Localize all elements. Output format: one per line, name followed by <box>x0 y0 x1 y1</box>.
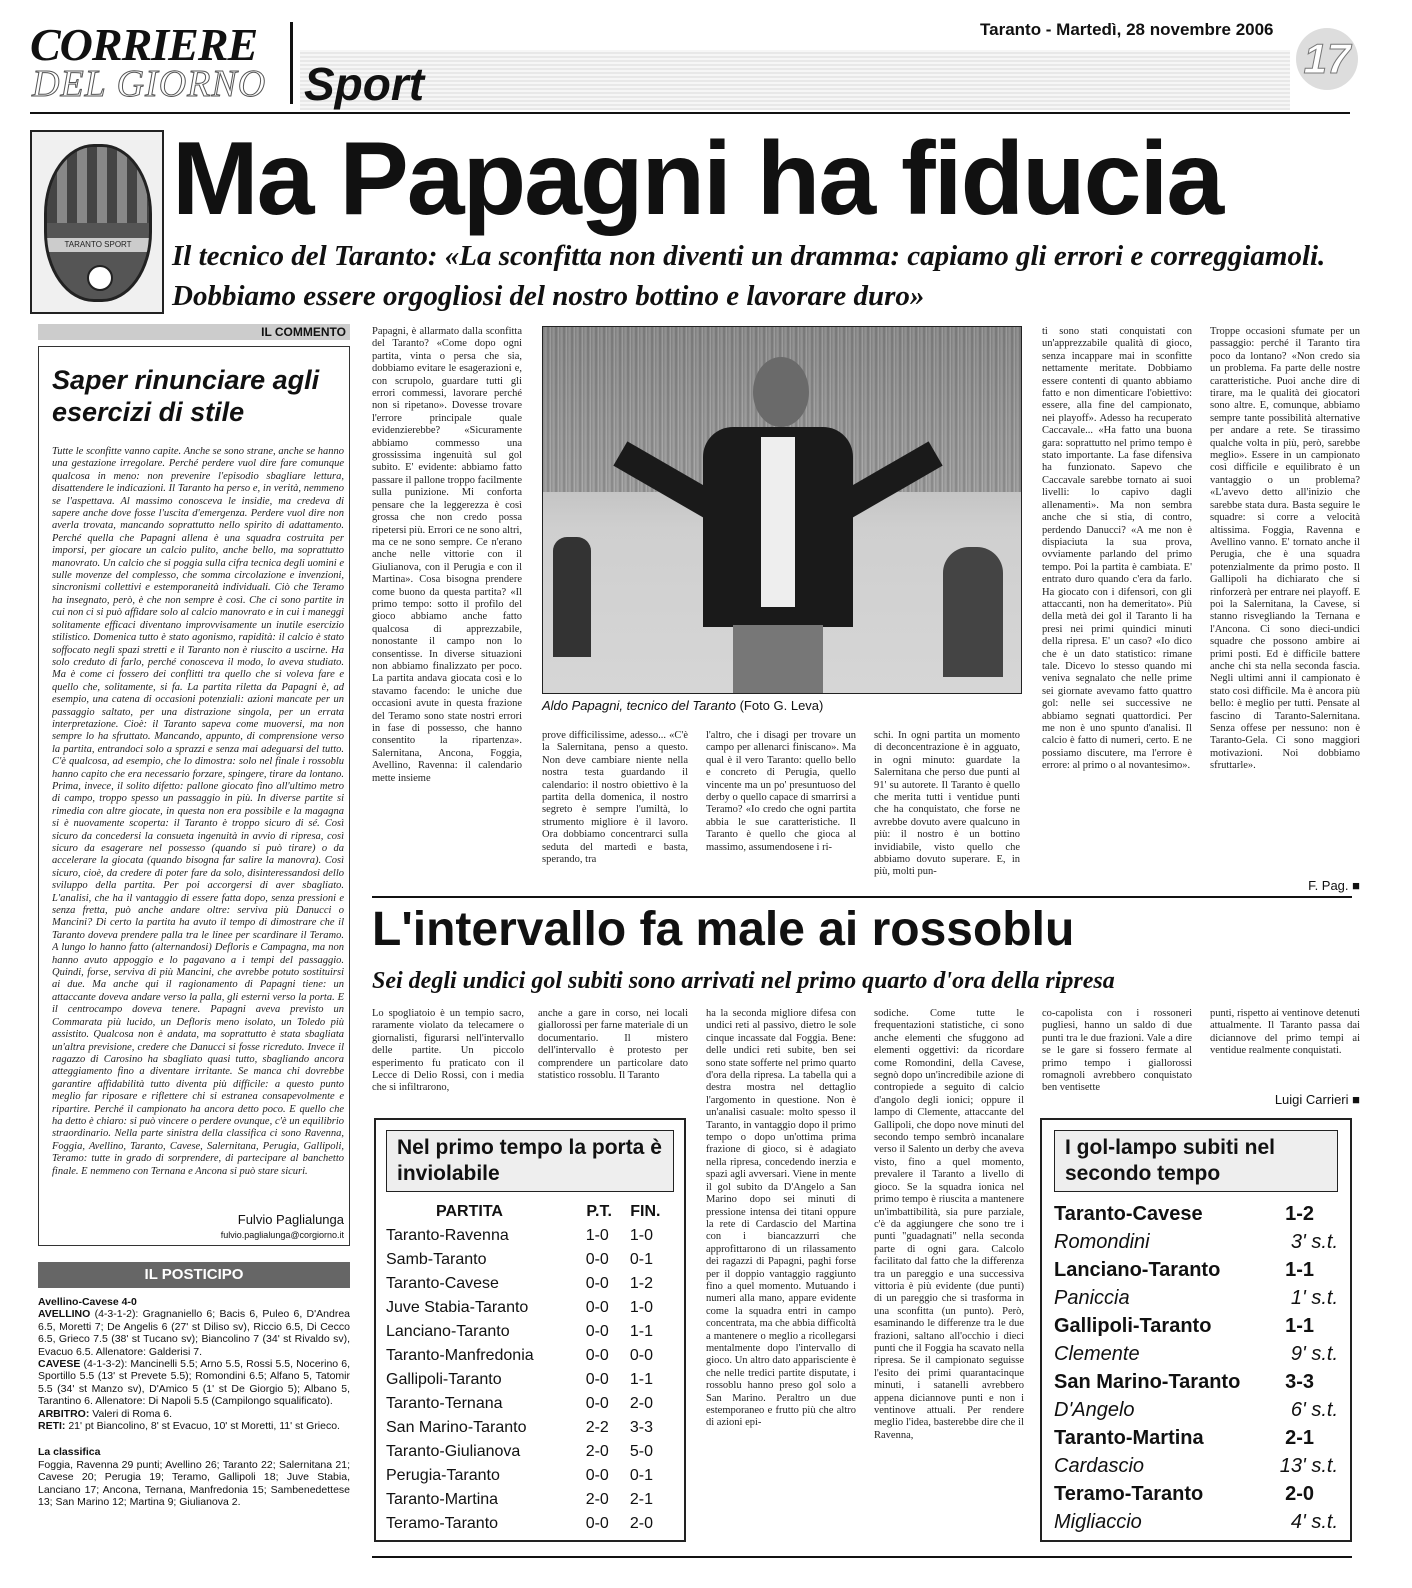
minute-cell: 13' s.t. <box>1279 1455 1338 1477</box>
goal-scorer-row <box>1054 1396 1338 1424</box>
match-cell: Samb-Taranto <box>386 1251 487 1268</box>
section-rule <box>372 896 1352 898</box>
goal-scorer-row <box>1054 1228 1338 1256</box>
final-cell: 0-1 <box>629 1467 653 1484</box>
posticipo-arbitro <box>38 1408 350 1420</box>
minute-cell: 1' s.t. <box>1290 1287 1338 1309</box>
score-cell: 1-2 <box>1285 1203 1314 1225</box>
final-cell: 1-0 <box>629 1227 653 1244</box>
final-cell: 2-1 <box>629 1491 653 1508</box>
table-title: Nel primo tempo la porta è inviolabile <box>386 1130 674 1192</box>
section-label: Sport <box>304 58 425 110</box>
goals-text: 21' pt Biancolino, 8' st Evacuo, 10' st Moretti, 11' st Grieco. <box>68 1420 340 1433</box>
col-header-final: FIN. <box>630 1203 661 1220</box>
goal-match-row <box>1054 1424 1338 1452</box>
final-cell: 1-1 <box>629 1371 653 1388</box>
final-cell: 0-1 <box>629 1251 653 1268</box>
second-half-goals-table <box>1040 1118 1352 1542</box>
interview-col-4: schi. In ogni partita un momento di deconcentrazione è in agguato, in ogni minuto: guardate la Salernitana che perso due punti al 91' su autorete. Il Taranto è quello che merita tutti i ventidue punti che ha conquistato, che forse ne avrebbe dovuto avere qualcuno in più: il nostro è un bottino invidiabile, visto quello che abbiamo dovuto superare. E, in più, molti pun- <box>874 730 1020 878</box>
page-number: 17 <box>1296 28 1358 90</box>
scorer-cell: Cardascio <box>1054 1455 1145 1477</box>
background-figure <box>943 547 1003 677</box>
goal-match-row <box>1054 1368 1338 1396</box>
crest-text: TARANTO SPORT <box>47 238 149 252</box>
half-time-cell: 0-0 <box>585 1299 609 1316</box>
table-row <box>386 1224 674 1248</box>
standings-text: Foggia, Ravenna 29 punti; Avellino 26; Taranto 22; Salernitana 21; Cavese 20; Perugia 19; Teramo, Gallipoli 18; Juve Stabia, Lanciano 17; Ancona, Ternana, Manfredonia 15; Sambenedettese 13; San Marino 12; Martina 9; Giulianova 2. <box>38 1458 350 1509</box>
table-body <box>1054 1200 1338 1536</box>
posticipo-tab: IL POSTICIPO <box>38 1262 350 1288</box>
score-cell: 3-3 <box>1285 1371 1314 1393</box>
top-rule <box>30 112 1350 114</box>
match-cell: San Marino-Taranto <box>386 1419 527 1436</box>
table-row <box>386 1272 674 1296</box>
comment-title: Saper rinunciare agli esercizi di stile <box>52 365 320 427</box>
football-icon <box>87 265 113 291</box>
table-row <box>386 1440 674 1464</box>
main-deck: Il tecnico del Taranto: «La sconfitta non diventi un dramma: capiamo gli errori e correggiamoli. Dobbiamo essere orgogliosi del nostro bottino e lavorare duro» <box>172 240 1326 312</box>
posticipo-reti <box>38 1420 350 1432</box>
posticipo-match: Avellino-Cavese 4-0 <box>38 1296 137 1308</box>
goal-match-row <box>1054 1480 1338 1508</box>
table-row <box>386 1464 674 1488</box>
interview-col-2: prove difficilissime, adesso... «C'è la Salernitana, penso a questo. Non deve cambiare niente nella nostra testa guardando il calendario: il nostro obiettivo è la partita della domenica, il nostro segreto è sempre l'umiltà, lo strumento migliore è il lavoro. Ora dobbiamo concentrarci sulla seduta del martedì e basta, sperando, tra <box>542 730 688 866</box>
final-cell: 1-1 <box>629 1323 653 1340</box>
half-time-cell: 2-0 <box>585 1443 609 1460</box>
coach-photo <box>542 326 1022 694</box>
goals-label: RETI: <box>38 1420 66 1433</box>
half-time-cell: 2-0 <box>585 1491 609 1508</box>
scorer-cell: Migliaccio <box>1054 1511 1142 1533</box>
interview-signature: F. Pag. ■ <box>1308 878 1360 893</box>
match-cell: Taranto-Manfredonia <box>386 1347 534 1364</box>
dateline: Taranto - Martedì, 28 novembre 2006 <box>980 20 1274 39</box>
match-cell: Gallipoli-Taranto <box>1054 1315 1212 1337</box>
table-row <box>386 1488 674 1512</box>
team-label: CAVESE <box>38 1358 81 1371</box>
minute-cell: 4' s.t. <box>1290 1511 1338 1533</box>
newspaper-logo: CORRIERE <box>30 19 258 70</box>
bottom-rule <box>372 1556 1352 1558</box>
final-cell: 3-3 <box>629 1419 653 1436</box>
goal-scorer-row <box>1054 1340 1338 1368</box>
table-row <box>386 1368 674 1392</box>
posticipo-avellino <box>38 1308 350 1358</box>
match-cell: Taranto-Ravenna <box>386 1227 509 1244</box>
scorer-cell: Paniccia <box>1054 1287 1130 1309</box>
interview-col-6: Troppe occasioni sfumate per un passaggio: perché il Taranto tira poco da lontano? «Non credo sia un problema. Fa parte delle nostre caratteristiche. Puoi anche dire di tirare, ma le qualità dei giocatori sono altre. E, comunque, abbiamo sempre tante possibilità alternative per andare a rete. Se tirassimo qualche volta in più, però, sarebbe meglio». Essere in un campionato così difficile e equilibrato è un vantaggio o un problema? «L'avevo detto all'inizio che sarebbe stata dura. Basta seguire le squadre: si corre a velocità altissima. Foggia, Ravenna e Avellino vanno. E' tornato anche il Perugia, che è una squadra potenzialmente da primo posto. Il Gallipoli ha dichiarato che si rinforzerà per entrare nei playoff. E poi la Salernitana, la Cavese, si stanno risvegliando la Ternana e l'Ancona. Ci sono dieci-undici squadre che possono ambire ai primi posti. Ed è difficile battere anche chi sta nella seconda fascia. Negli ultimi anni il campionato è stato così difficile. Ma è ancora più bello: è meglio per tutti. Pensate al fascino di Taranto-Salernitana. Senza offese per nessuno: non è Taranto-Gela. Ci sono maggiori motivazioni. Noi dobbiamo sfruttarle». <box>1210 326 1360 772</box>
standings-label: La classifica <box>38 1446 101 1459</box>
table-row <box>386 1344 674 1368</box>
goal-scorer-row <box>1054 1284 1338 1312</box>
second-signature: Luigi Carrieri ■ <box>1274 1092 1360 1107</box>
score-cell: 1-1 <box>1285 1315 1314 1337</box>
signature-text: F. Pag. <box>1308 878 1349 893</box>
goal-scorer-row <box>1054 1452 1338 1480</box>
final-cell: 2-0 <box>629 1395 653 1412</box>
second-col-6: punti, rispetto ai ventinove detenuti attualmente. Il Taranto passa dai diciannove del primo tempi ai ventidue realmente conquistati. <box>1210 1008 1360 1057</box>
team-crest-icon <box>44 144 152 302</box>
table-title: I gol-lampo subiti nel secondo tempo <box>1054 1130 1338 1192</box>
col-header-half: P.T. <box>586 1203 612 1220</box>
score-cell: 1-1 <box>1285 1259 1314 1281</box>
minute-cell: 9' s.t. <box>1290 1343 1338 1365</box>
second-col-5: co-capolista con i rossoneri pugliesi, hanno un saldo di due punti tra le due frazioni. Vale a dire se le gare si fossero fermate al primo tempo i giallorossi romagnoli avrebbero conquistato ben ventisette <box>1042 1008 1192 1094</box>
match-cell: Juve Stabia-Taranto <box>386 1299 529 1316</box>
first-half-table <box>374 1118 686 1542</box>
steward-figure <box>553 537 591 657</box>
interview-col-5: ti sono stati conquistati con un'apprezzabile qualità di gioco, senza incappare mai in sconfitte nettamente meritate. Dobbiamo essere contenti di quanto abbiamo fatto e non dimenticare l'obiettivo: essere, alla fine del campionato, nei playoff». Adesso ha recuperato Caccavale... «Ha fatto una buona gara: soprattutto nel primo tempo è stato importante. La fase difensiva ha funzionato. Sapevo che Caccavale sarebbe tornato ai suoi livelli: lo capivo dagli allenamenti». Ma non sembra anche che si stia, di contro, perdendo Danucci? «A me non è dispiaciuta la sua prova, ovviamente parlando del primo tempo. Poi la partita è cambiata. E' entrato duro quando c'era da farlo. Ha giocato con i difensori, con gli attaccanti, non ha demeritato». Più della metà dei gol il Taranto li ha presi nei primi quindici minuti della ripresa. E' un caso? «Io dico che è un dato statistico: rimane tale. Dicevo lo stesso quando mi veniva segnalato che nelle prime sei giornate avevamo fatto quattro gol: nelle sei successive ne abbiamo segnati quattordici. Per me non è uno spunto d'analisi. Il calcio è fatto di numeri, certo. E ne possiamo discutere, ma l'errore è errore: al primo o al novantesimo». <box>1042 326 1192 772</box>
second-col-4: sodiche. Come tutte le frequentazioni statistiche, ci sono anche elementi che sfuggono ad elementi oggettivi: da ricordare come Romondini, della Cavese, segnò dopo un'incredibile azione di contropiede a seguito di calcio d'angolo degli ionici; oppure il lampo di Clemente, attaccante del Gallipoli, che dopo nove minuti del secondo tempo sembrò incanalare verso il Salento un derby che aveva visto, fino a quel momento, prevalere il Taranto a livello di gioco. Se la squadra ionica nel primo tempo è riuscita a mantenere un'imbattibilità, sia pure parziale, c'è da aggiungere che sono tre i punti "guadagnati" nella seconda parte di ogni gara. Calcolo facilitato dal fatto che la differenza tra un pareggio e una successiva vittoria è più evidente (due punti) di un pareggio che si trasforma in una sconfitta (un punto). Però, esaminando le differenze tra le due frazioni, saltano all'occhio i dieci punti che il Foggia ha scavato nella ripresa. Se il campionato seguisse l'esito dei primi quarantacinque minuti, i satanelli avrebbero appena diciannove punti e non i ventinove attuali. Per rendere meglio l'idea, basterebbe dire che il Ravenna, <box>874 1008 1024 1441</box>
final-cell: 2-0 <box>629 1515 653 1532</box>
main-headline: Ma Papagni ha fiducia <box>172 121 1223 237</box>
final-cell: 1-0 <box>629 1299 653 1316</box>
scorer-cell: D'Angelo <box>1054 1399 1135 1421</box>
score-cell: 2-0 <box>1285 1483 1314 1505</box>
score-cell: 2-1 <box>1285 1427 1314 1449</box>
caption-name: Aldo Papagni, tecnico del Taranto <box>542 698 736 713</box>
match-cell: Teramo-Taranto <box>386 1515 499 1532</box>
goal-match-row <box>1054 1312 1338 1340</box>
match-cell: Perugia-Taranto <box>386 1467 500 1484</box>
half-time-cell: 0-0 <box>585 1323 609 1340</box>
table-body <box>386 1224 674 1536</box>
second-col-2: anche a gare in corso, nei locali giallorossi per farne materiale di un documentario. Il mistero dell'intervallo è protesto per comprendere un particolare dato statistico rossoblu. Il Taranto <box>538 1008 688 1082</box>
table-header-row <box>386 1200 674 1224</box>
comment-text: Tutte le sconfitte vanno capite. Anche se sono strane, anche se hanno una gestazione irregolare. Perché perdere vuol dire fare comunque qualcosa in meno: non prevenire l'episodio sbagliare lettura, disattendere le indicazioni. Il Taranto ha perso e, in verità, nemmeno se l'aspettava. Al massimo conosceva le insidie, ma credeva di sapere anche dove fosse l'uscita d'emergenza. Perdere vuol dire non averla trovata, mancando soprattutto nello spirito di adattamento. Perché quella che Papagni allena è una squadra costruita per imporsi, per giocare un calcio pulito, anche bello, ma soprattutto manovrato. Un calcio che si poggia sulla cifra tecnica degli uomini e sulle movenze del complesso, che somma circolazione e invenzioni, sincronismi collettivi e estemporaneità individuali. Ciò che Teramo ha insegnato, però, è che non sempre è così. Che ci sono partite in cui non ci si può affidare solo al calcio manovrato e in cui i maneggi solitamente efficaci diventano improvvisamente un inutile esercizio stilistico. Domenica tutto è stato agonismo, rapidità: il calcio è stato soffocato negli spazi stretti e il Taranto non è riuscito a uscirne. Ha solo creduto di farlo, perché conosceva il modo, lo aveva studiato. Ma è come ci fossero dei conflitti tra quello che si voleva fare e quello che, solitamente, si fa. La partita riletta da Papagni è, ad esempio, una catena di occasioni potenziali: azioni mancate per un passaggio saltato, per una distrazione singola, per un errata interpretazione. Cioè: il Taranto sapeva come muoversi, ma non sempre lo ha sfruttato. Mancando, appunto, di comprensione verso la partita, entrandoci solo a sprazzi e senza mai adeguarsi del tutto. C'è qualcosa, ad esempio, che lo dimostra: solo nel finale i rossoblu hanno capito che era necessario forzare, spingere, tirare da lontano. Prima, invece, il solito difetto: pallone giocato fino all'ultimo metro di campo, troppo spesso un passaggio in più. In diverse partite si rimedia con altre giocate, in questa non era possibile e la magagna si è nuovamente scoperta: il Taranto è troppo sicuro di sé. Così sicuro da concedersi la consueta ingenuità in avvio di ripresa, così sicuro da esagerare nel possesso (quando si può tirare) o da accelerare la giocata (quando bisogna far salire la manovra). Così sicuro, cioè, da credere di poter fare da solo, disinteressandosi dello sviluppo della partita. Per poi accorgersi di aver sbagliato. L'analisi, che ha il vantaggio di essere fatta dopo, senza pressioni e senza fretta, può anche andare oltre: serviva più Danucci o Mancini? Di certo la partita ha avuto il tempo di dimostrare che il Taranto doveva prendere palla tra le linee per scardinare il Teramo. A lungo lo hanno fatto (alternandosi) Defloris e Campagna, ma non hanno avuto appoggio e lo pagavano a i tempi del passaggio. Quindi, forse, serviva di più Mancini, che avrebbe potuto sostituirsi ai due. Ma anche qui il ragionamento di Papagni tiene: un attaccante doveva andare verso la palla, gli esterni verso la porta. E il centrocampo doveva tenere. Papagni aveva previsto un Commarata più lucido, un Defloris meno isolato, un Toledo più assistito. Qualcosa non è andata, ma soprattutto è stata sbagliata un'altra previsione, credere che Danucci si fosse ricreduto. Invece il ragazzo di Carosino ha sbagliato quasi tutto, sbagliando ancora atteggiamento fino a diventare irritante. Se manca chi dovrebbe garantire affidabilità tutto diventa più difficile: a questo punto meglio far riposare e riflettere chi si estranea consapevolmente e ripartire. Perché il campionato ha ancora detto poco. E quello che ha detto è chiaro: si può vincere o perdere ovunque, c'è un equilibrio straordinario. Nella parte sinistra della classifica ci sono Ravenna, Foggia, Avellino, Taranto, Cavese, Salernitana, Perugia, Gallipoli, Teramo: tutte in grado di sorprendere, di partecipare al banchetto finale. E nemmeno con Ternana e Ancona si può stare sicuri. <box>52 446 344 1177</box>
lineup-text: (4-1-3-2): Mancinelli 5.5; Arno 5.5, Rossi 5.5, Nocerino 6, Sportillo 5.5 (13' st Prevete 5.5); Romondini 6.5; Alfano 5, Tatomir 5.5 (34' st Manzo sv), D'Amico 5 (1' st De Giorgio 5); Albano 5, Tarantino 6. Allenatore: Di Napoli 5.5 (Campilongo squalificato). <box>38 1358 350 1408</box>
masthead-band <box>300 50 1290 110</box>
table-row <box>386 1416 674 1440</box>
newspaper-logo-subline: DEL GIORNO <box>32 63 267 105</box>
half-time-cell: 0-0 <box>585 1347 609 1364</box>
goal-match-row <box>1054 1200 1338 1228</box>
second-col-3: ha la seconda migliore difesa con undici reti al passivo, dietro le sole cinque incassate dal Foggia. Bene: delle undici reti subite, ben sei sono state sofferte nel primo quarto d'ora della ripresa. La tabella qui a destra mostra nel dettaglio l'argomento in questione. Non è un'analisi casuale: molto spesso il Taranto, in vantaggio dopo il primo tempo o dopo un'ottima prima frazione di gioco, si è adagiato nella ripresa, concedendo inerzia e spazi agli avversari. Viene in mente il gol subito da D'Angelo a San Marino dopo sei minuti di pressione intensa dei titani oppure la rete di Cardascio del Martina con i biancazzurri che approfittarono di un rilassamento dei ragazzi di Papagni, paghi forse per il doppio vantaggio raggiunto fino a quel momento. Mutuando i numeri alla mano, appare evidente come la squadra entri in campo concentrata, ma che abbia difficoltà a mantenere o meglio a ricollegarsi mentalmente dopo l'intervallo di gioco. Un altro dato apparisciente è che nelle tredici partite disputate, i rossoblu hanno preso gol solo a San Marino. Peraltro un due estemporaneo e frutto più che altro di azioni epi- <box>706 1008 856 1429</box>
match-cell: Gallipoli-Taranto <box>386 1371 502 1388</box>
referee-label: ARBITRO: <box>38 1407 90 1420</box>
scorer-cell: Romondini <box>1054 1231 1150 1253</box>
coach-figure <box>663 357 893 693</box>
final-cell: 1-2 <box>629 1275 653 1292</box>
table-row <box>386 1296 674 1320</box>
table-row <box>386 1512 674 1536</box>
comment-body <box>52 446 344 1206</box>
comment-email: fulvio.paglialunga@corgiorno.it <box>220 1230 344 1240</box>
photo-caption <box>542 698 1020 713</box>
table-row <box>386 1320 674 1344</box>
goal-scorer-row <box>1054 1508 1338 1536</box>
second-col-1: Lo spogliatoio è un tempio sacro, raramente violato da telecamere o giornalisti, figurarsi nell'intervallo delle partite. Un piccolo esperimento fu praticato con il Lecce di Delio Rossi, con i media che si infiltrarono, <box>372 1008 524 1094</box>
comment-signature: Fulvio Paglialunga <box>237 1212 344 1227</box>
posticipo-cavese <box>38 1358 350 1408</box>
half-time-cell: 0-0 <box>585 1371 609 1388</box>
final-cell: 0-0 <box>629 1347 653 1364</box>
match-cell: Taranto-Giulianova <box>386 1443 521 1460</box>
table-row <box>386 1392 674 1416</box>
minute-cell: 6' s.t. <box>1290 1399 1338 1421</box>
match-cell: Lanciano-Taranto <box>1054 1259 1221 1281</box>
interview-col-3: l'altro, che i disagi per trovare un campo per allenarci finiscano». Ma qual è il vero Taranto: quello bello e concreto di Perugia, quello vincente ma un po' presuntuoso del derby o quello capace di smarrirsi a Teramo? «Io credo che ogni partita abbia le sue caratteristiche. Il Taranto è quello che gioca al massimo, assumendosene i ri- <box>706 730 856 853</box>
match-cell: Lanciano-Taranto <box>386 1323 510 1340</box>
match-cell: San Marino-Taranto <box>1054 1371 1241 1393</box>
final-cell: 5-0 <box>629 1443 653 1460</box>
masthead-divider <box>290 22 293 104</box>
match-cell: Taranto-Martina <box>1054 1427 1204 1449</box>
half-time-cell: 1-0 <box>585 1227 609 1244</box>
half-time-cell: 0-0 <box>585 1275 609 1292</box>
posticipo-body <box>38 1296 350 1509</box>
caption-credit: (Foto G. Leva) <box>739 698 824 713</box>
match-cell: Taranto-Cavese <box>1054 1203 1203 1225</box>
scorer-cell: Clemente <box>1054 1343 1140 1365</box>
half-time-cell: 0-0 <box>585 1515 609 1532</box>
second-headline: L'intervallo fa male ai rossoblu <box>372 903 1075 956</box>
goal-match-row <box>1054 1256 1338 1284</box>
table-row <box>386 1248 674 1272</box>
match-cell: Taranto-Ternana <box>386 1395 503 1412</box>
interview-col-1: Papagni, è allarmato dalla sconfitta del Taranto? «Come dopo ogni partita, vinta o persa che sia, dobbiamo evitare le esagerazioni e, con scrupolo, guardare tutti gli errori commessi, lavorare perché non si ripetano». Dovesse trovare l'errore principale quale evidenzierebbe? «Sicuramente abbiamo commesso una grossissima ingenuità sul gol subito. E' evidente: abbiamo fatto passare il pallone troppo facilmente sulla punizione. Mi conforta pensare che la leggerezza è così grossa che non credo possa ripetersi più. Errori ce ne sono altri, ma ce ne sono sempre. Ce n'erano anche nelle vittorie con il Giulianova, con il Perugia e con il Martina». Cosa bisogna prendere come buono da questa partita? «Il primo tempo: sotto il profilo del gioco abbiamo anche fatto qualcosa di apprezzabile, nonostante il campo non lo consentisse. In diverse situazioni non abbiamo finalizzato per poco. La partita andava giocata così e lo stavamo facendo: le uniche due occasioni avute in questa frazione del Teramo sono state nostri errori in fase di possesso, che hanno consentito la ripartenza». Salernitana, Ancona, Foggia, Avellino, Ravenna: il calendario mette insieme <box>372 326 522 784</box>
match-cell: Taranto-Martina <box>386 1491 499 1508</box>
half-time-cell: 0-0 <box>585 1395 609 1412</box>
second-deck: Sei degli undici gol subiti sono arrivati nel primo quarto d'ora della ripresa <box>372 968 1115 994</box>
referee-text: Valeri di Roma 6. <box>92 1407 173 1420</box>
half-time-cell: 0-0 <box>585 1467 609 1484</box>
signature-text: Luigi Carrieri <box>1274 1092 1349 1107</box>
lineup-text: (4-3-1-2): Gragnaniello 6; Bacis 6, Puleo 6, D'Andrea 6.5, Moretti 7; De Angelis 6 (27' st Diliso sv), Riccio 6.5, Di Cecco 6.5, Grieco 7.5 (38' st Tucano sv); Biancolino 7 (34' st Rivaldo sv), Evacuo 6.5. Allenatore: Galderisi 7. <box>38 1308 351 1358</box>
col-header-match: PARTITA <box>436 1203 503 1220</box>
match-cell: Teramo-Taranto <box>1054 1483 1204 1505</box>
match-cell: Taranto-Cavese <box>386 1275 499 1292</box>
half-time-cell: 0-0 <box>585 1251 609 1268</box>
team-label: AVELLINO <box>38 1308 91 1321</box>
comment-tab: IL COMMENTO <box>38 324 350 340</box>
minute-cell: 3' s.t. <box>1290 1231 1338 1253</box>
half-time-cell: 2-2 <box>585 1419 609 1436</box>
